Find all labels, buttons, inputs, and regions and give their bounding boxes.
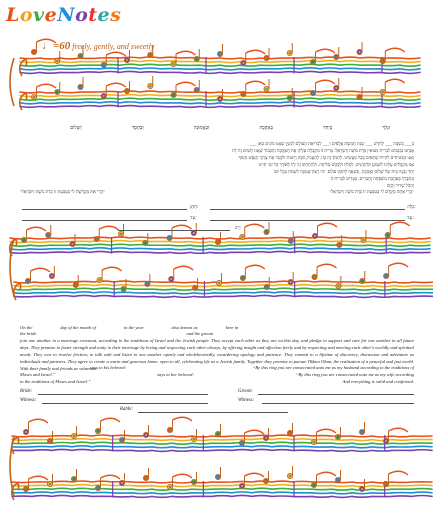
vow-bride: “By this ring you are consecrated unto me as my husband according to the traditions of <box>252 365 414 370</box>
music-beam <box>316 80 336 84</box>
music-beam <box>176 51 196 55</box>
music-note-center <box>219 53 221 55</box>
music-note-center <box>359 96 361 98</box>
music-note-center <box>169 486 171 488</box>
music-note-center <box>337 479 339 481</box>
hebrew-sig-line <box>22 220 187 221</box>
music-note-center <box>289 97 291 99</box>
music-beam <box>318 223 338 227</box>
sig-label-witness: Witness: <box>238 398 255 403</box>
music-note-center <box>97 430 99 432</box>
music-note-center <box>149 54 151 56</box>
sig-line <box>262 403 414 404</box>
music-note-center <box>123 288 125 290</box>
logo-letter: o <box>19 4 34 26</box>
logo-letter: t <box>88 4 98 26</box>
music-beam <box>317 472 337 476</box>
sig-line <box>42 403 208 404</box>
music-note-center <box>289 52 291 54</box>
music-beam <box>246 50 266 54</box>
music-note-center <box>121 439 123 441</box>
music-note-center <box>337 436 339 438</box>
music-beam <box>29 419 49 423</box>
music-note-center <box>103 64 105 66</box>
music-note-center <box>312 92 314 94</box>
logo-letter: L <box>6 4 20 26</box>
english-vows-row-3 <box>20 378 414 385</box>
music-note-center <box>193 438 195 440</box>
music-beam <box>390 222 410 226</box>
music-beam <box>389 428 409 432</box>
date-field-label: On the <box>20 325 33 330</box>
music-note-center <box>363 239 365 241</box>
staff-line <box>12 446 432 448</box>
music-note-center <box>49 483 51 485</box>
sig-label-witness: Witness: <box>20 398 37 403</box>
music-beam <box>173 417 193 421</box>
music-beam <box>317 429 337 433</box>
music-beam <box>174 266 194 270</box>
music-note-center <box>49 440 51 442</box>
music-note-center <box>196 89 198 91</box>
hebrew-sig-line <box>22 209 187 210</box>
hebrew-sig-line <box>210 209 405 210</box>
music-note-center <box>265 437 267 439</box>
music-note-center <box>314 276 316 278</box>
music-note-center <box>51 275 53 277</box>
music-note-center <box>25 488 27 490</box>
music-note-center <box>33 96 35 98</box>
music-beam <box>101 475 121 479</box>
music-note-center <box>312 61 314 63</box>
music-note-center <box>218 282 220 284</box>
lyric: בְּאַהֲבָה <box>259 126 273 131</box>
hebrew-sig-line <box>210 220 405 221</box>
vow-groom-end: to the traditions of Moses and Israel.” <box>20 379 91 384</box>
music-note-center <box>313 484 315 486</box>
sig-label-rabbi: Rabbi: <box>120 407 134 412</box>
date-field-label: here in <box>225 325 239 330</box>
music-note-center <box>242 277 244 279</box>
music-note-center <box>145 434 147 436</box>
music-note-center <box>120 233 122 235</box>
music-note-center <box>33 51 35 53</box>
music-beam <box>106 83 126 87</box>
music-note-center <box>145 477 147 479</box>
date-field-label: also known as <box>171 325 198 330</box>
staff-line <box>12 442 432 444</box>
music-note-center <box>169 237 171 239</box>
music-note-center <box>313 441 315 443</box>
logo-letter: N <box>57 4 76 26</box>
music-note-center <box>217 476 219 478</box>
music-beam <box>316 49 336 53</box>
staff-line <box>20 105 420 107</box>
music-note-center <box>242 93 244 95</box>
staff-line <box>14 288 433 290</box>
music-note-center <box>56 91 58 93</box>
music-note-center <box>27 280 29 282</box>
music-note-center <box>385 275 387 277</box>
music-beam <box>245 265 265 269</box>
staff-line <box>20 91 420 93</box>
music-beam <box>31 268 51 272</box>
says-to-bride: says to her beloved: <box>157 372 195 377</box>
music-beam <box>172 225 192 229</box>
music-beam <box>173 474 193 478</box>
date-field-label: in the year <box>123 325 144 330</box>
logo-letter: o <box>75 4 89 26</box>
music-note-center <box>126 90 128 92</box>
music-beam <box>176 82 196 86</box>
music-note-center <box>385 483 387 485</box>
music-beam <box>102 267 122 271</box>
hebrew-sig-line <box>118 230 230 231</box>
sig-label-groom: Groom: <box>238 389 254 394</box>
music-note-center <box>219 98 221 100</box>
music-beam <box>245 473 265 477</box>
music-note-center <box>361 280 363 282</box>
music-note-center <box>266 231 268 233</box>
tempo-text: freely, gently, and sweetly <box>72 42 155 51</box>
english-names-line <box>20 330 320 337</box>
music-note-center <box>217 241 219 243</box>
sig-line <box>138 412 288 413</box>
hebrew-sig-label: כַּלָּה: <box>407 205 417 210</box>
music-beam <box>245 430 265 434</box>
hebrew-vow-right: ״הֲרֵי אַתָּה מְקֻדָּשׁ לִי בְּטַבַּעַת זוֹ כְּדַת מֹשֶׁה וְיִשְׂרָאֵל״ <box>329 189 414 194</box>
groom-label: and the groom <box>186 331 214 336</box>
music-note-center <box>241 442 243 444</box>
lyric: וְשָׁלוֹם <box>70 126 82 131</box>
sig-line <box>258 394 414 395</box>
music-note-center <box>265 480 267 482</box>
staff-line <box>20 71 420 73</box>
closing-line: And everything is valid and confirmed. <box>342 379 414 384</box>
music-note-center <box>73 478 75 480</box>
staff-line <box>20 68 420 70</box>
hebrew-sig-label: חָתָן: <box>190 205 199 210</box>
music-note-center <box>72 243 74 245</box>
music-note-center <box>173 94 175 96</box>
staff-line <box>12 449 432 451</box>
sig-label-bride: Bride: <box>20 389 33 394</box>
music-note-center <box>126 59 128 61</box>
music-note-center <box>103 95 105 97</box>
staff-line <box>14 295 433 297</box>
music-note-center <box>290 240 292 242</box>
music-beam <box>389 471 409 475</box>
logo-letter: v <box>33 4 45 26</box>
english-body: join one another in a marriage covenant, according to the traditions of Israel and the Jewish people. They accept each other as they are on this day, and pledge to support and care for one another in all future days. They promise to foster strength and unity in their marriage by loving and respecting each other always, by offering insight and affection freely and by respecting and meeting each other's worldly and spiritual needs. They vow to resolve friction, to talk with and listen to one another openly and wholeheartedly, considering apology and patience. They commit to a lifetime of discovery, discussion and adventure as individuals and partners. They agree to create a warm and generous home, open to all, celebrating life as a Jewish family. Together they promise to pursue Tikkun Olam, the realization of a peaceful and just world. With their family and friends as witnesses <box>20 338 414 371</box>
music-note-center <box>241 236 243 238</box>
english-vows-row-2 <box>20 371 414 378</box>
music-note-center <box>96 238 98 240</box>
hebrew-line: וְנִתְבָּרֵךְ בְּאַהֲבַת מִשְׁפָּחָה וְחֲבֵרִים, כְּעֵדִים לִבְרִית זוֹ <box>330 176 414 181</box>
music-note-center <box>99 279 101 281</box>
staff-line <box>20 102 420 104</box>
music-note-center <box>193 232 195 234</box>
logo-letter: e <box>44 4 58 26</box>
hebrew-vow-left: ״הֲרֵי אַתְּ מְקֻדֶּשֶׁת לִי בְּטַבַּעַת זוֹ כְּדַת מֹשֶׁה וְיִשְׂרָאֵל״ <box>20 189 105 194</box>
music-beam <box>27 227 47 231</box>
music-note-center <box>121 482 123 484</box>
music-note-center <box>169 429 171 431</box>
music-note-center <box>25 431 27 433</box>
music-note-center <box>97 487 99 489</box>
music-note-center <box>194 287 196 289</box>
music-note-center <box>80 55 82 57</box>
hebrew-opening: בְּ___ בְּשַׁבָּת ___ לְחֹדֶשׁ ___ שְׁנַת חֲמֵשֶׁת אֲלָפִים וּ___ לִבְרִיאַת הָעוֹלָם לְמִנְיָן שֶׁאָנוּ מוֹנִים כָּאן ___ <box>249 141 414 146</box>
music-note-center <box>56 60 58 62</box>
music-note-center <box>361 431 363 433</box>
music-beam <box>245 224 265 228</box>
hebrew-sig-label: עֵד: <box>190 216 197 221</box>
system-brace <box>10 58 14 106</box>
music-note-center <box>193 481 195 483</box>
date-field-label: day of the month of <box>60 325 96 330</box>
hebrew-sig-label: רַב: <box>235 226 242 231</box>
staff-line <box>12 485 432 487</box>
hebrew-line: וְהַכֹּל שָׁרִיר וְקַיָּם <box>386 183 414 188</box>
music-note-center <box>242 62 244 64</box>
music-note-center <box>75 284 77 286</box>
music-beam <box>37 39 57 43</box>
music-note-center <box>73 435 75 437</box>
lyric: בְּיַחַד <box>323 126 333 131</box>
music-note-center <box>217 433 219 435</box>
music-beam <box>389 263 409 267</box>
music-note-center <box>149 85 151 87</box>
lyric: וּנְלֵךְ <box>382 126 390 131</box>
music-note-center <box>359 51 361 53</box>
lyric: וּבְאֱמוּנָה <box>193 126 210 131</box>
music-note-center <box>335 56 337 58</box>
music-beam <box>29 476 49 480</box>
english-vows-row-1 <box>20 364 414 371</box>
music-beam <box>246 81 266 85</box>
music-note-center <box>196 58 198 60</box>
bride-label: the bride <box>20 331 37 336</box>
music-note-center <box>382 60 384 62</box>
vow-bride-end: Moses and Israel.” <box>20 372 56 377</box>
lyric: וּבְחֶסֶד <box>131 126 144 131</box>
hebrew-sig-label: עֵד: <box>407 216 414 221</box>
music-note-center <box>382 91 384 93</box>
lyrics-row <box>70 126 390 131</box>
music-beam <box>37 84 57 88</box>
music-beam <box>385 79 405 83</box>
music-beam <box>106 52 126 56</box>
logo-letter: s <box>110 4 122 26</box>
music-beam <box>385 48 405 52</box>
music-note-center <box>144 242 146 244</box>
hebrew-line: יַחַד נִבְנֶה בַּיִת שֶׁל שָׁלוֹם וְאַהֲבָה, וְנִשְׁאַף לְתִקּוּן עוֹלָם. יְהִי רָצוֹן שֶׁנִּזְכֶּה לִשְׂמֹחַ בְּכָל יוֹם <box>273 169 414 174</box>
music-note-center <box>314 235 316 237</box>
staff-line <box>12 488 432 490</box>
music-note-center <box>146 283 148 285</box>
music-note-center <box>173 63 175 65</box>
music-note-center <box>23 239 25 241</box>
music-note-center <box>387 234 389 236</box>
staff-line <box>10 248 430 250</box>
music-note-center <box>289 432 291 434</box>
music-note-center <box>241 485 243 487</box>
hebrew-line: וְאָנוּ מַבְטִיחִים לִהְיוֹת שֻׁתָּפִים בְּכָל מַעֲשֵׂינוּ, לִתְמֹךְ זֶה בָּזוֹ, לְהַעֲנִיק חִבָּה וְרֵעוּת וּלְכַבֵּד אֶת צָרְכֵי הַנֶּפֶשׁ וְהַגּוּף <box>238 155 414 160</box>
tempo-mark: ♩=60 <box>42 40 71 52</box>
music-beam <box>101 418 121 422</box>
music-note-center <box>266 57 268 59</box>
staff-line <box>20 64 420 66</box>
music-note-center <box>170 278 172 280</box>
vow-groom: “By this ring you are consecrated unto me as my wife according <box>295 372 414 377</box>
music-note-center <box>47 234 49 236</box>
music-note-center <box>266 286 268 288</box>
music-note-center <box>335 87 337 89</box>
staff-line <box>14 292 433 294</box>
sig-line <box>38 394 208 395</box>
staff-line <box>10 251 430 253</box>
music-note-center <box>290 281 292 283</box>
staff-line <box>12 495 432 497</box>
music-note-center <box>337 285 339 287</box>
music-note-center <box>385 440 387 442</box>
says-to-groom: says to his beloved: <box>90 365 127 370</box>
music-beam <box>317 264 337 268</box>
hebrew-line: אָנוּ מְקַבְּלִים עָלֵינוּ לִשְׁמֹעַ וּלְהַקְשִׁיב, לִסְלֹחַ וּלְבַקֵּשׁ סְלִיחָה, וּלְהִתְחַיֵּב זֶה לָזוֹ לְאוֹרֶךְ כָּל יְמֵי חַיֵּינוּ <box>258 162 414 167</box>
music-note-center <box>338 244 340 246</box>
music-note-center <box>289 475 291 477</box>
staff-line <box>20 61 420 63</box>
staff-line <box>12 492 432 494</box>
music-note-center <box>80 86 82 88</box>
hebrew-line: אֲנַחְנוּ נִכְנָסִים לִבְרִית נִשּׂוּאִין כְּדַת מֹשֶׁה וְיִשְׂרָאֵל. בְּרִית זוֹ מְקַבֶּלֶת עָלֶיהָ אֶת הָאַהֲבָה וְהַכָּבוֹד שֶׁאָנוּ חָשִׁים זֶה לְזוֹ <box>232 148 414 153</box>
music-note-center <box>361 488 363 490</box>
logo-letter: e <box>97 4 111 26</box>
staff-line <box>12 439 432 441</box>
music-note-center <box>266 88 268 90</box>
hebrew-vows <box>20 188 414 195</box>
music-beam <box>99 226 119 230</box>
